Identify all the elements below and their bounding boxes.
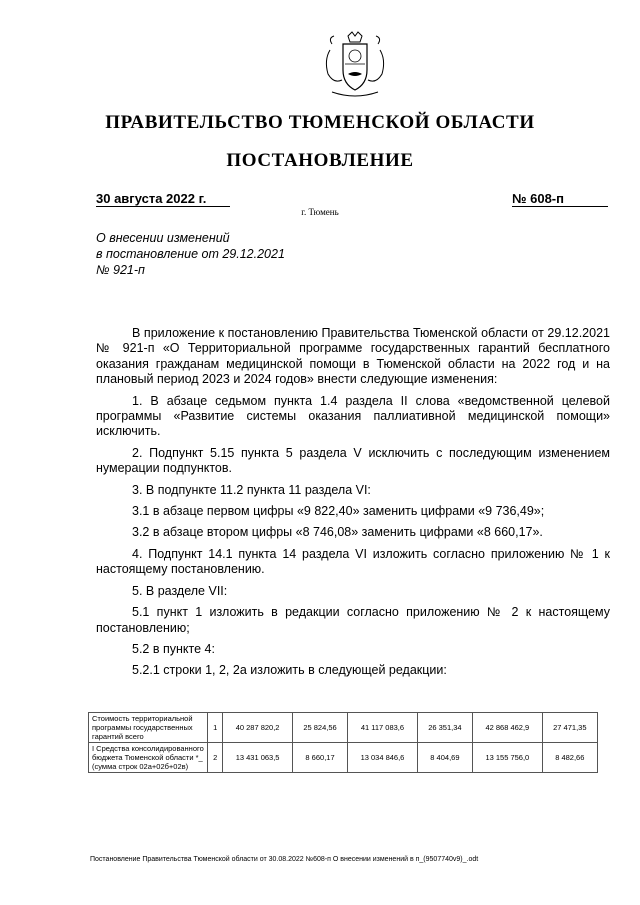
table-cell-value: 27 471,35 bbox=[542, 713, 597, 743]
table-cell-value: 26 351,34 bbox=[417, 713, 472, 743]
body-paragraph: 5.2 в пункте 4: bbox=[132, 641, 215, 656]
table-row bbox=[89, 743, 598, 773]
table-cell-value: 25 824,56 bbox=[292, 713, 347, 743]
subject-line: в постановление от 29.12.2021 bbox=[96, 247, 285, 261]
table-cell-value: 8 660,17 bbox=[292, 743, 347, 773]
body-paragraph: 5.1 пункт 1 изложить в редакции согласно приложению № 2 к настоящему постановлению; bbox=[96, 605, 610, 635]
coat-of-arms-emblem bbox=[310, 30, 400, 102]
body-paragraph: 4. Подпункт 14.1 пункта 14 раздела VI изложить согласно приложению № 1 к настоящему постановлению. bbox=[96, 546, 610, 577]
page-footer: Постановление Правительства Тюменской области от 30.08.2022 №608-п О внесении изменений в п_(9507740v9)_.odt bbox=[90, 856, 479, 863]
document-city: г. Тюмень bbox=[301, 207, 339, 217]
subject-line: № 921-п bbox=[96, 263, 145, 277]
body-paragraph: 3.2 в абзаце втором цифры «8 746,08» заменить цифрами «8 660,17». bbox=[132, 525, 543, 540]
document-type-title: ПОСТАНОВЛЕНИЕ bbox=[226, 150, 414, 171]
table-cell-line-number: 1 bbox=[208, 713, 223, 743]
document-subject bbox=[96, 230, 285, 278]
body-paragraph: 2. Подпункт 5.15 пункта 5 раздела V исключить с последующим изменением нумерации подпунктов. bbox=[96, 445, 610, 476]
table-cell-value: 13 034 846,6 bbox=[348, 743, 418, 773]
table-cell-value: 8 482,66 bbox=[542, 743, 597, 773]
table-cell-value: 40 287 820,2 bbox=[223, 713, 293, 743]
table-cell-value: 41 117 083,6 bbox=[348, 713, 418, 743]
budget-table bbox=[88, 712, 598, 773]
subject-line: О внесении изменений bbox=[96, 231, 230, 245]
document-body bbox=[96, 326, 610, 685]
organization-title: ПРАВИТЕЛЬСТВО ТЮМЕНСКОЙ ОБЛАСТИ bbox=[105, 112, 535, 133]
body-paragraph: В приложение к постановлению Правительства Тюменской области от 29.12.2021 № 921-п «О Территориальной программе государственных гарантий бесплатного оказания гражданам медицинской помощи в Тюменской области на 2022 год и на плановый период 2023 и 2024 годов» внести следующие изменения: bbox=[96, 326, 610, 387]
document-date: 30 августа 2022 г. bbox=[96, 191, 230, 207]
table-cell-name: I Средства консолидированного бюджета Тюменской области *_ (сумма строк 02а+02б+02в) bbox=[89, 743, 208, 773]
table-cell-line-number: 2 bbox=[208, 743, 223, 773]
table-cell-value: 8 404,69 bbox=[417, 743, 472, 773]
table-cell-value: 42 868 462,9 bbox=[473, 713, 543, 743]
body-paragraph: 1. В абзаце седьмом пункта 1.4 раздела II слова «ведомственной целевой программы «Развитие системы оказания паллиативной медицинской помощи» исключить. bbox=[96, 393, 610, 439]
table-cell-name: Стоимость территориальной программы государственных гарантий всего bbox=[89, 713, 208, 743]
table-cell-value: 13 431 063,5 bbox=[223, 743, 293, 773]
table-row bbox=[89, 713, 598, 743]
body-paragraph: 3.1 в абзаце первом цифры «9 822,40» заменить цифрами «9 736,49»; bbox=[132, 504, 545, 519]
body-paragraph: 3. В подпункте 11.2 пункта 11 раздела VI: bbox=[132, 482, 371, 497]
document-number: № 608-п bbox=[512, 191, 608, 207]
table-cell-value: 13 155 756,0 bbox=[473, 743, 543, 773]
body-paragraph: 5.2.1 строки 1, 2, 2а изложить в следующей редакции: bbox=[132, 663, 447, 678]
body-paragraph: 5. В разделе VII: bbox=[132, 583, 228, 598]
